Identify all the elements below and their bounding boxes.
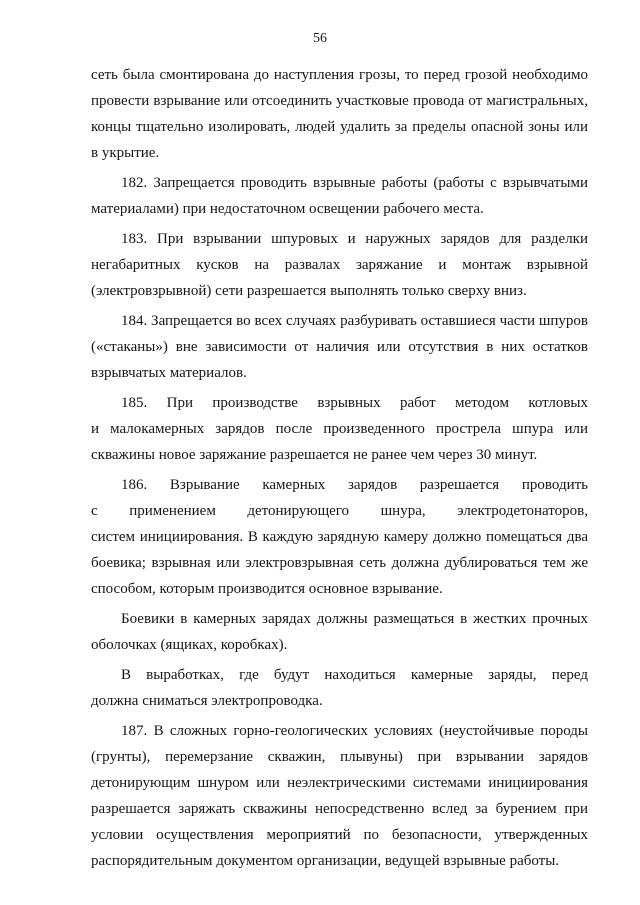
paragraph-185 bbox=[91, 390, 588, 468]
text-line: боевика; взрывная или электровзрывная сеть должна дублироваться тем же bbox=[91, 555, 588, 571]
text-line: 182. Запрещается проводить взрывные работы (работы с взрывчатыми bbox=[121, 175, 588, 191]
text-line: с применением детонирующего шнура, электродетонаторов, bbox=[91, 503, 588, 519]
text-line: материалами) при недостаточном освещении рабочего места. bbox=[91, 201, 484, 217]
text-line: (грунты), перемерзание скважин, плывуны) при взрывании зарядов bbox=[91, 749, 588, 765]
text-line: (электровзрывной) сети разрешается выполнять только сверху вниз. bbox=[91, 283, 527, 299]
document-body bbox=[91, 62, 588, 874]
text-line: провести взрывание или отсоединить участковые провода от магистральных, bbox=[91, 93, 588, 109]
text-line: систем инициирования. В каждую зарядную камеру должно помещаться два bbox=[91, 529, 588, 545]
paragraph bbox=[91, 62, 588, 166]
paragraph-186 bbox=[91, 472, 588, 602]
text-line: 184. Запрещается во всех случаях разбуривать оставшиеся части шпуров bbox=[121, 313, 588, 329]
text-line: 185. При производстве взрывных работ методом котловых bbox=[121, 395, 588, 411]
text-line: концы тщательно изолировать, людей удалить за пределы опасной зоны или bbox=[91, 119, 588, 135]
text-line: («стаканы») вне зависимости от наличия или отсутствия в них остатков bbox=[91, 339, 588, 355]
page-number: 56 bbox=[313, 31, 327, 46]
text-line: способом, которым производится основное взрывание. bbox=[91, 581, 443, 597]
text-line: условии осуществления мероприятий по безопасности, утвержденных bbox=[91, 827, 588, 843]
paragraph bbox=[91, 606, 588, 658]
text-line: и малокамерных зарядов после произведенного прострела шпура или bbox=[91, 421, 588, 437]
text-line: сеть была смонтирована до наступления грозы, то перед грозой необходимо bbox=[91, 67, 588, 83]
paragraph-187 bbox=[91, 718, 588, 874]
text-line: оболочках (ящиках, коробках). bbox=[91, 637, 288, 653]
text-line: Боевики в камерных зарядах должны размещаться в жестких прочных bbox=[121, 611, 588, 627]
paragraph bbox=[91, 662, 588, 714]
paragraph-183 bbox=[91, 226, 588, 304]
text-line: В выработках, где будут находиться камерные заряды, перед bbox=[121, 667, 588, 683]
text-line: взрывчатых материалов. bbox=[91, 365, 247, 381]
paragraph-182 bbox=[91, 170, 588, 222]
text-line: 186. Взрывание камерных зарядов разрешается проводить bbox=[121, 477, 588, 493]
paragraph-184 bbox=[91, 308, 588, 386]
text-line: скважины новое заряжание разрешается не ранее чем через 30 минут. bbox=[91, 447, 538, 463]
text-line: 183. При взрывании шпуровых и наружных зарядов для разделки bbox=[121, 231, 588, 247]
text-line: распорядительным документом организации, ведущей взрывные работы. bbox=[91, 853, 560, 869]
text-line: в укрытие. bbox=[91, 145, 160, 161]
text-line: должна сниматься электропроводка. bbox=[91, 693, 323, 709]
text-line: негабаритных кусков на развалах заряжание и монтаж взрывной bbox=[91, 257, 588, 273]
text-line: детонирующим шнуром или неэлектрическими системами инициирования bbox=[91, 775, 588, 791]
text-line: 187. В сложных горно-геологических условиях (неустойчивые породы bbox=[121, 723, 588, 739]
text-line: разрешается заряжать скважины непосредственно вслед за бурением при bbox=[91, 801, 588, 817]
